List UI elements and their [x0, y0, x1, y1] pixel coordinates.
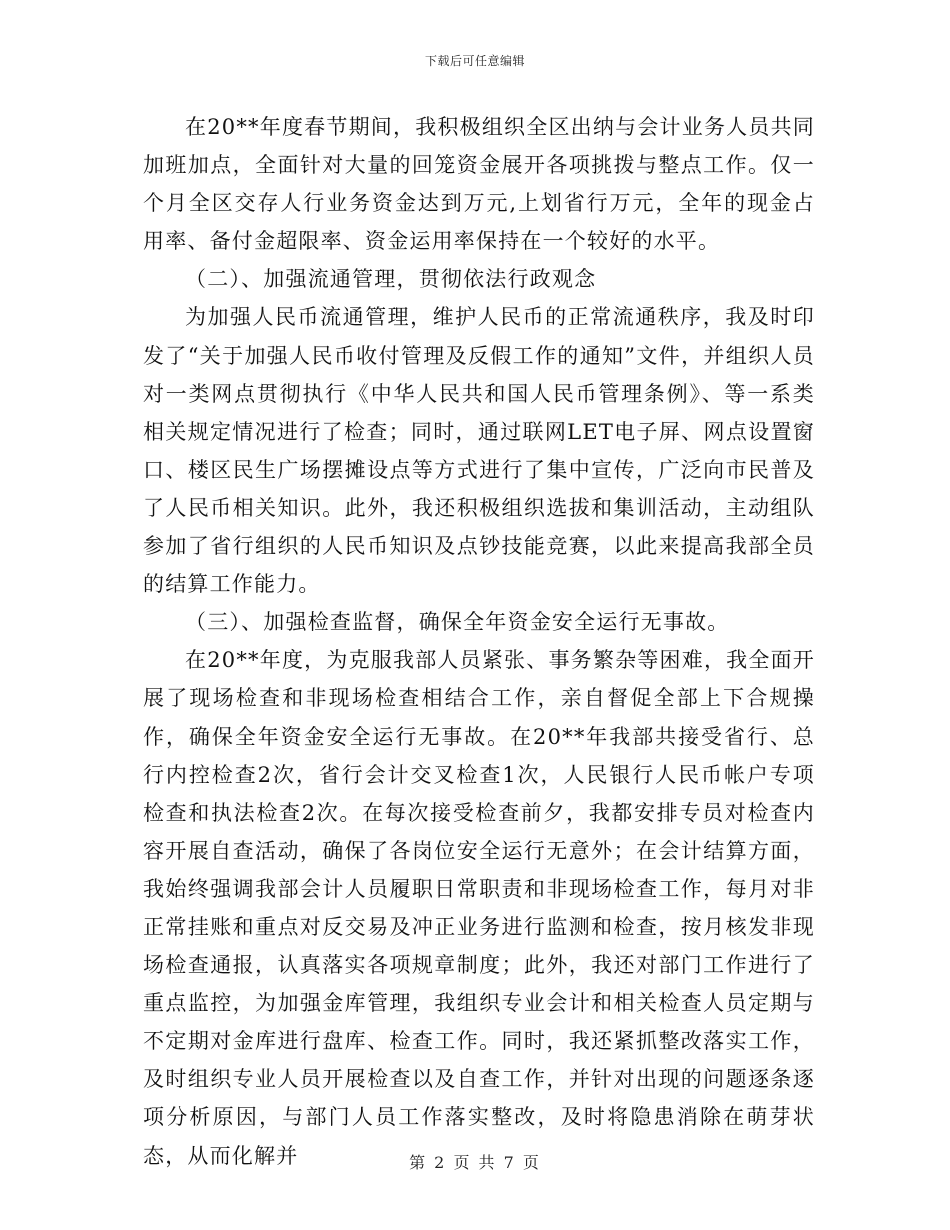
page-number-footer: 第 2 页 共 7 页 — [409, 1153, 541, 1172]
paragraph-circulation: 为加强人民币流通管理，维护人民币的正常流通秩序，我及时印发了“关于加强人民币收付管理及反假工作的通知”文件，并组织人员对一类网点贯彻执行《中华人民共和国人民币管理条例》、等一系类相关规定情况进行了检查；同时，通过联网LET电子屏、网点设置窗口、楼区民生广场摆摊设点等方式进行了集中宣传，广泛向市民普及了人民币相关知识。此外，我还积极组织选拔和集训活动，主动组队参加了省行组织的人民币知识及点钞技能竞赛，以此来提高我部全员的结算工作能力。 — [143, 305, 815, 597]
paragraph-inspection: 在20**年度，为克服我部人员紧张、事务繁杂等困难，我全面开展了现场检查和非现场检查相结合工作，亲自督促全部上下合规操作，确保全年资金安全运行无事故。在20**年我部共接受省行、总行内控检查2次，省行会计交叉检查1次，人民银行人民币帐户专项检查和执法检查2次。在每次接受检查前夕，我都安排专员对检查内容开展自查活动，确保了各岗位安全运行无意外；在会计结算方面，我始终强调我部会计人员履职日常职责和非现场检查工作，每月对非正常挂账和重点对反交易及冲正业务进行监测和检查，按月核发非现场检查通报，认真落实各项规章制度；此外，我还对部门工作进行了重点监控，为加强金库管理，我组织专业会计和相关检查人员定期与不定期对金库进行盘库、检查工作。同时，我还紧抓整改落实工作，及时组织专业人员开展检查以及自查工作，并针对出现的问题逐条逐项分析原因，与部门人员工作落实整改，及时将隐患消除在萌芽状态，从而化解并 — [143, 648, 815, 1168]
page-header: 下载后可任意编辑 — [424, 54, 525, 68]
document-body — [143, 108, 815, 1175]
section-heading-2: （二）、加强流通管理，贯彻依法行政观念 — [185, 267, 597, 292]
section-heading-3: （三）、加强检查监督，确保全年资金安全运行无事故。 — [185, 610, 730, 635]
paragraph-spring-festival: 在20**年度春节期间，我积极组织全区出纳与会计业务人员共同加班加点，全面针对大量的回笼资金展开各项挑拨与整点工作。仅一个月全区交存人行业务资金达到万元,上划省行万元，全年的现金占用率、备付金超限率、资金运用率保持在一个较好的水平。 — [143, 115, 815, 254]
